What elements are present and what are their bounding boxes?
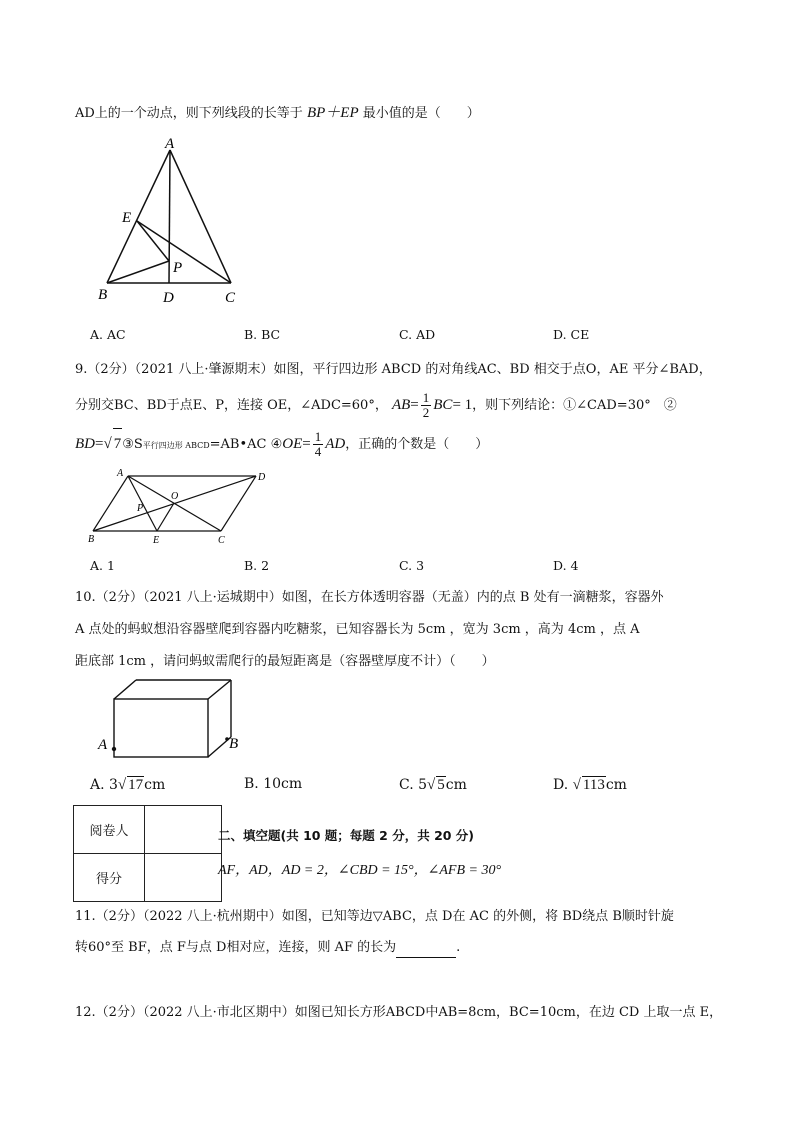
q10-line-2: A 点处的蚂蚁想沿容器壁爬到容器内吃糖浆，已知容器长为 5cm ，宽为 3cm ，高为 4cm ，点 A xyxy=(75,622,640,637)
q8-triangle-figure xyxy=(90,135,250,310)
q10-label-a: A xyxy=(98,737,108,753)
q9-line-2: 分别交BC、BD于点E、P，连接 OE，∠ADC=60°， AB= $\frac{1}{2}$ BC= 1，则下列结论：①∠CAD=30° ② xyxy=(75,390,677,420)
q10-point-a xyxy=(112,747,116,751)
q9-option-d[interactable]: D. 4 xyxy=(553,558,579,573)
q9-fraction-half: $\frac{1}{2}$ xyxy=(422,390,430,420)
q10-line-3: 距底部 1cm ，请问蚂蚁需爬行的最短距离是（容器壁厚度不计）（ ） xyxy=(75,654,495,669)
sqrt-icon: √ xyxy=(427,777,436,793)
score-cell[interactable] xyxy=(145,854,222,902)
q9-label-o: O xyxy=(171,491,179,502)
score-table xyxy=(73,805,222,902)
q8-label-e: E xyxy=(122,210,132,226)
q9-option-b[interactable]: B. 2 xyxy=(244,558,270,573)
reviewer-label: 阅卷人 xyxy=(74,806,145,854)
q8-label-c: C xyxy=(225,290,236,306)
q9-label-d: D xyxy=(258,472,266,483)
q11-line-1: 11.（2分）（2022 八上·杭州期中）如图，已知等边▽ABC，点 D在 AC 的外侧，将 BD绕点 B顺时针旋 xyxy=(75,909,674,924)
sqrt-icon: √ xyxy=(103,436,112,452)
q10-option-a[interactable]: A. 3√ 17cm xyxy=(90,777,166,793)
q8-stem-math: BP＋EP xyxy=(306,105,359,121)
q9-line-3: BD=√ 7③S平行四边形 ABCD=AB•AC ④OE= $\frac{1}{4}$ AD，正确的个数是（ ） xyxy=(75,429,489,459)
q8-stem: AD上的一个动点，则下列线段的长等于 BP＋EP 最小值的是（ ） xyxy=(75,105,480,121)
q10-cuboid-figure xyxy=(95,675,255,770)
q9-line-1: 9.（2分）（2021 八上·肇源期末）如图，平行四边形 ABCD 的对角线AC、BD 相交于点O，AE 平分∠BAD， xyxy=(75,362,712,377)
q9-fraction-quarter: $\frac{1}{4}$ xyxy=(314,429,322,459)
q10-label-b: B xyxy=(229,736,239,752)
q9-option-c[interactable]: C. 3 xyxy=(399,558,425,573)
q9-parallelogram-figure xyxy=(85,466,275,546)
sqrt-icon: √ xyxy=(117,777,127,793)
sqrt-icon: √ xyxy=(572,777,581,793)
q8-label-d: D xyxy=(163,290,174,306)
q8-label-p: P xyxy=(173,260,183,276)
q8-label-b: B xyxy=(98,287,108,303)
q12-line-1: 12.（2分）（2022 八上·市北区期中）如图已知长方形ABCD中AB=8cm，BC=10cm，在边 CD 上取一点 E， xyxy=(75,1005,723,1020)
q10-option-c[interactable]: C. 5√ 5cm xyxy=(399,777,467,793)
q9-label-e: E xyxy=(153,535,160,546)
q9-label-c: C xyxy=(218,535,225,546)
q10-option-b[interactable]: B. 10cm xyxy=(244,776,303,792)
q10-line-1: 10.（2分）（2021 八上·运城期中）如图，在长方体透明容器（无盖）内的点 B 处有一滴糖浆，容器外 xyxy=(75,590,664,605)
section-2-overflow-text: AF，AD，AD = 2，∠CBD = 15°，∠AFB = 30° xyxy=(218,863,502,878)
q8-option-a[interactable]: A. AC xyxy=(90,327,126,342)
q10-option-d[interactable]: D. √ 113cm xyxy=(553,777,627,793)
q8-label-a: A xyxy=(165,136,175,152)
q9-label-p: P xyxy=(137,503,144,514)
q8-option-c[interactable]: C. AD xyxy=(399,327,436,342)
reviewer-cell[interactable] xyxy=(145,806,222,854)
score-label: 得分 xyxy=(74,854,145,902)
q9-label-a: A xyxy=(117,468,124,479)
q11-answer-blank[interactable] xyxy=(396,943,456,958)
q8-option-d[interactable]: D. CE xyxy=(553,327,590,342)
q8-option-b[interactable]: B. BC xyxy=(244,327,281,342)
q11-line-2: 转60°至 BF，点 F与点 D相对应，连接，则 AF 的长为 . xyxy=(75,938,460,958)
q9-option-a[interactable]: A. 1 xyxy=(90,558,115,573)
section-2-title: 二、填空题(共 10 题；每题 2 分，共 20 分) xyxy=(218,828,475,843)
q9-label-b: B xyxy=(88,534,95,545)
